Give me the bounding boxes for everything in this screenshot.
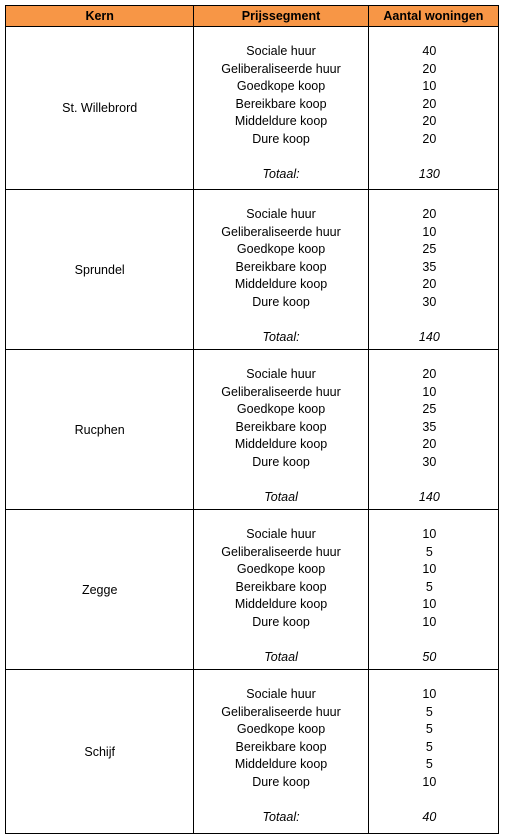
total-label: Totaal: bbox=[262, 166, 300, 181]
segment-value: Middeldure koop bbox=[234, 437, 328, 451]
segment-value: Bereikbare koop bbox=[235, 96, 327, 111]
total-label: Totaal: bbox=[262, 329, 300, 344]
kern-cell: St. Willebrord bbox=[6, 27, 194, 190]
segment-value: Middeldure koop bbox=[234, 114, 328, 128]
aantal-value: 30 bbox=[422, 454, 437, 469]
aantal-value: 10 bbox=[422, 614, 437, 629]
aantal-value: 10 bbox=[422, 687, 437, 701]
segment-value: Geliberaliseerde huur bbox=[221, 61, 341, 76]
kern-cell: Sprundel bbox=[6, 190, 194, 350]
total-value: 140 bbox=[418, 489, 440, 504]
aantal-cell bbox=[368, 190, 498, 350]
kern-cell: Zegge bbox=[6, 510, 194, 670]
segment-value: Goedkope koop bbox=[236, 402, 326, 416]
segment-value: Bereikbare koop bbox=[235, 419, 327, 434]
header-row bbox=[6, 6, 499, 27]
total-value: 130 bbox=[418, 166, 440, 181]
segment-value: Sociale huur bbox=[246, 527, 316, 541]
total-value: 40 bbox=[422, 809, 437, 824]
aantal-value: 5 bbox=[425, 739, 433, 754]
table-row bbox=[6, 27, 499, 190]
aantal-value: 5 bbox=[425, 579, 433, 594]
aantal-value: 30 bbox=[422, 294, 437, 309]
aantal-value: 5 bbox=[425, 704, 433, 719]
aantal-value: 25 bbox=[422, 242, 437, 256]
segment-value: Dure koop bbox=[252, 614, 310, 629]
header-aantal-woningen: Aantal woningen bbox=[368, 6, 498, 27]
aantal-value: 10 bbox=[422, 597, 437, 611]
total-label: Totaal: bbox=[262, 809, 300, 824]
segment-value: Goedkope koop bbox=[236, 79, 326, 93]
aantal-value: 20 bbox=[422, 96, 437, 111]
aantal-cell bbox=[368, 27, 498, 190]
aantal-value: 20 bbox=[422, 131, 437, 146]
segment-value: Geliberaliseerde huur bbox=[221, 544, 341, 559]
segment-value: Sociale huur bbox=[246, 687, 316, 701]
aantal-value: 10 bbox=[422, 384, 437, 399]
segment-value: Geliberaliseerde huur bbox=[221, 704, 341, 719]
kern-cell: Rucphen bbox=[6, 350, 194, 510]
aantal-value: 5 bbox=[425, 722, 433, 736]
segment-value: Bereikbare koop bbox=[235, 259, 327, 274]
aantal-value: 20 bbox=[422, 437, 437, 451]
segment-value: Bereikbare koop bbox=[235, 579, 327, 594]
aantal-value: 40 bbox=[422, 44, 437, 58]
aantal-value: 10 bbox=[422, 527, 437, 541]
housing-table bbox=[5, 5, 499, 834]
segment-cell bbox=[194, 510, 368, 670]
total-label: Totaal bbox=[264, 489, 298, 504]
aantal-cell bbox=[368, 350, 498, 510]
segment-value: Geliberaliseerde huur bbox=[221, 224, 341, 239]
aantal-cell bbox=[368, 670, 498, 834]
total-label: Totaal bbox=[264, 649, 298, 664]
aantal-value: 10 bbox=[422, 79, 437, 93]
aantal-value: 20 bbox=[422, 207, 437, 221]
segment-cell bbox=[194, 670, 368, 834]
segment-value: Dure koop bbox=[252, 131, 310, 146]
segment-value: Sociale huur bbox=[246, 207, 316, 221]
segment-value: Goedkope koop bbox=[236, 722, 326, 736]
segment-value: Dure koop bbox=[252, 454, 310, 469]
total-value: 50 bbox=[422, 649, 437, 664]
aantal-value: 20 bbox=[422, 367, 437, 381]
total-value: 140 bbox=[418, 329, 440, 344]
aantal-value: 5 bbox=[425, 544, 433, 559]
segment-value: Middeldure koop bbox=[234, 757, 328, 771]
aantal-value: 35 bbox=[422, 419, 437, 434]
segment-cell bbox=[194, 27, 368, 190]
aantal-value: 25 bbox=[422, 402, 437, 416]
aantal-cell bbox=[368, 510, 498, 670]
segment-value: Goedkope koop bbox=[236, 242, 326, 256]
aantal-value: 20 bbox=[422, 277, 437, 291]
aantal-value: 20 bbox=[422, 61, 437, 76]
table-row bbox=[6, 350, 499, 510]
segment-value: Middeldure koop bbox=[234, 277, 328, 291]
segment-value: Sociale huur bbox=[246, 367, 316, 381]
table-row bbox=[6, 510, 499, 670]
aantal-value: 35 bbox=[422, 259, 437, 274]
aantal-value: 20 bbox=[422, 114, 437, 128]
aantal-value: 10 bbox=[422, 774, 437, 789]
aantal-value: 10 bbox=[422, 562, 437, 576]
segment-value: Middeldure koop bbox=[234, 597, 328, 611]
segment-cell bbox=[194, 190, 368, 350]
table-body bbox=[6, 27, 499, 834]
aantal-value: 5 bbox=[425, 757, 433, 771]
aantal-value: 10 bbox=[422, 224, 437, 239]
header-prijssegment: Prijssegment bbox=[194, 6, 368, 27]
table-row bbox=[6, 190, 499, 350]
segment-value: Sociale huur bbox=[246, 44, 316, 58]
segment-value: Dure koop bbox=[252, 294, 310, 309]
segment-value: Dure koop bbox=[252, 774, 310, 789]
header-kern: Kern bbox=[6, 6, 194, 27]
kern-cell: Schijf bbox=[6, 670, 194, 834]
segment-value: Bereikbare koop bbox=[235, 739, 327, 754]
table-row bbox=[6, 670, 499, 834]
segment-value: Goedkope koop bbox=[236, 562, 326, 576]
segment-cell bbox=[194, 350, 368, 510]
segment-value: Geliberaliseerde huur bbox=[221, 384, 341, 399]
